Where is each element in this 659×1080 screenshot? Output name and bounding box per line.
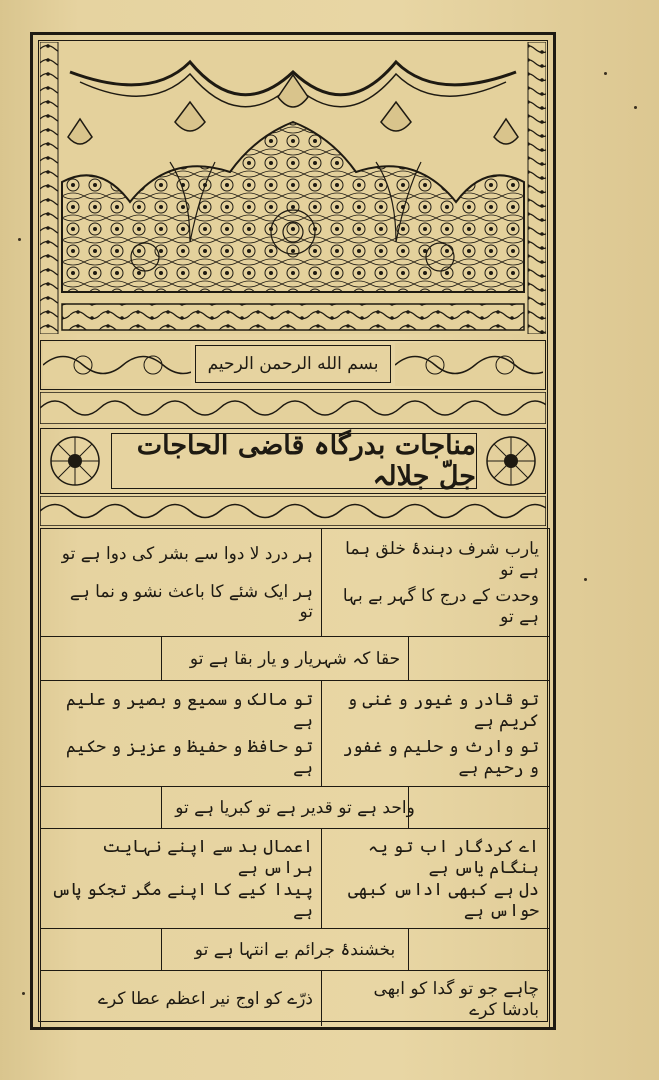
verse-line: تو وارث و حلیم و غفور و رحیم ہے [342, 736, 539, 778]
verse-row [41, 681, 549, 787]
refrain-left-box [41, 637, 162, 680]
verse-line: ہر ایک شئے کا باعث نشو و نما ہے تو [69, 581, 313, 622]
verse-line: وحدت کے درج کا گہر بے بہا ہے تو [342, 586, 539, 628]
paper-speck [604, 72, 607, 75]
rosette-left-icon [45, 431, 105, 491]
paper-speck [634, 106, 637, 109]
bismillah-text: بسم الله الرحمن الرحیم [207, 354, 379, 374]
refrain-cell [41, 787, 549, 828]
refrain-right-box [408, 637, 549, 680]
refrain-row [41, 929, 549, 971]
verse-line: اعمال بد سے اپنے نہایت ہراس ہے [102, 836, 313, 878]
paper-speck [584, 578, 587, 581]
paper-speck [18, 238, 21, 241]
verse-line: یارب شرف دہندۂ خلق ہما ہے تو [345, 538, 539, 580]
verse-line: پیدا کیے کا اپنے مگر تجکو پاس ہے [51, 880, 313, 922]
verse-line: چاہے جو تو گدا کو ابھی بادشا کرے [373, 978, 539, 1020]
verse-row [41, 971, 549, 1026]
verse-line: اے کردگار اب تو یہ ہنگام یاس ہے [367, 836, 539, 878]
refrain-text: واحد ہے تو قدیر ہے تو کبریا ہے تو [175, 798, 415, 818]
page-title: مناجات بدرگاہ قاضی الحاجات جلّ جلالہ [136, 430, 476, 492]
verse-line: دل ہے کبھی اداس کبھی حواس ہے [348, 880, 539, 922]
refrain-left-box [41, 787, 162, 828]
refrain-row [41, 787, 549, 829]
refrain-cell [41, 929, 549, 970]
verse-left-cell [41, 829, 323, 928]
title-panel [111, 430, 477, 492]
verse-line: ہر درد لا دوا سے بشر کی دوا ہے تو [61, 544, 313, 565]
verse-row [41, 829, 549, 929]
verse-line: تو مالک و سمیع و بصیر و علیم ہے [65, 690, 313, 732]
refrain-left-box [41, 929, 162, 970]
verse-left-cell [41, 971, 323, 1026]
verse-right-cell [321, 829, 549, 928]
paper-speck [22, 992, 25, 995]
vine-divider-bottom [40, 496, 546, 526]
verse-right-cell [321, 681, 549, 786]
rosette-right-icon [481, 431, 541, 491]
ornamental-header-illustration [40, 42, 546, 334]
floral-panel-right-icon [395, 343, 543, 386]
refrain-text: حقا کہ شہریار و یار بقا ہے تو [189, 649, 401, 669]
bismillah-band [40, 340, 546, 390]
verse-left-cell [41, 681, 323, 786]
verse-line: ذرّے کو اوج نیر اعظم عطا کرے [97, 989, 313, 1009]
verse-right-cell [321, 971, 549, 1026]
verse-row [41, 529, 549, 637]
bismillah-panel [195, 345, 391, 383]
verse-right-cell [321, 529, 549, 636]
refrain-row [41, 637, 549, 681]
vine-divider-top [40, 392, 546, 424]
refrain-cell [41, 637, 549, 680]
floral-panel-left-icon [43, 343, 191, 386]
verse-line: تو حافظ و حفیظ و عزیز و حکیم ہے [65, 736, 313, 778]
verse-line: تو قادر و غیور و غنی و کریم ہے [347, 690, 539, 732]
title-band [40, 428, 546, 494]
refrain-text: بخشندۂ جرائم بے انتہا ہے تو [194, 940, 396, 960]
verses-table [40, 528, 550, 1028]
verse-left-cell [41, 529, 323, 636]
refrain-right-box [408, 929, 549, 970]
refrain-right-box [408, 787, 549, 828]
